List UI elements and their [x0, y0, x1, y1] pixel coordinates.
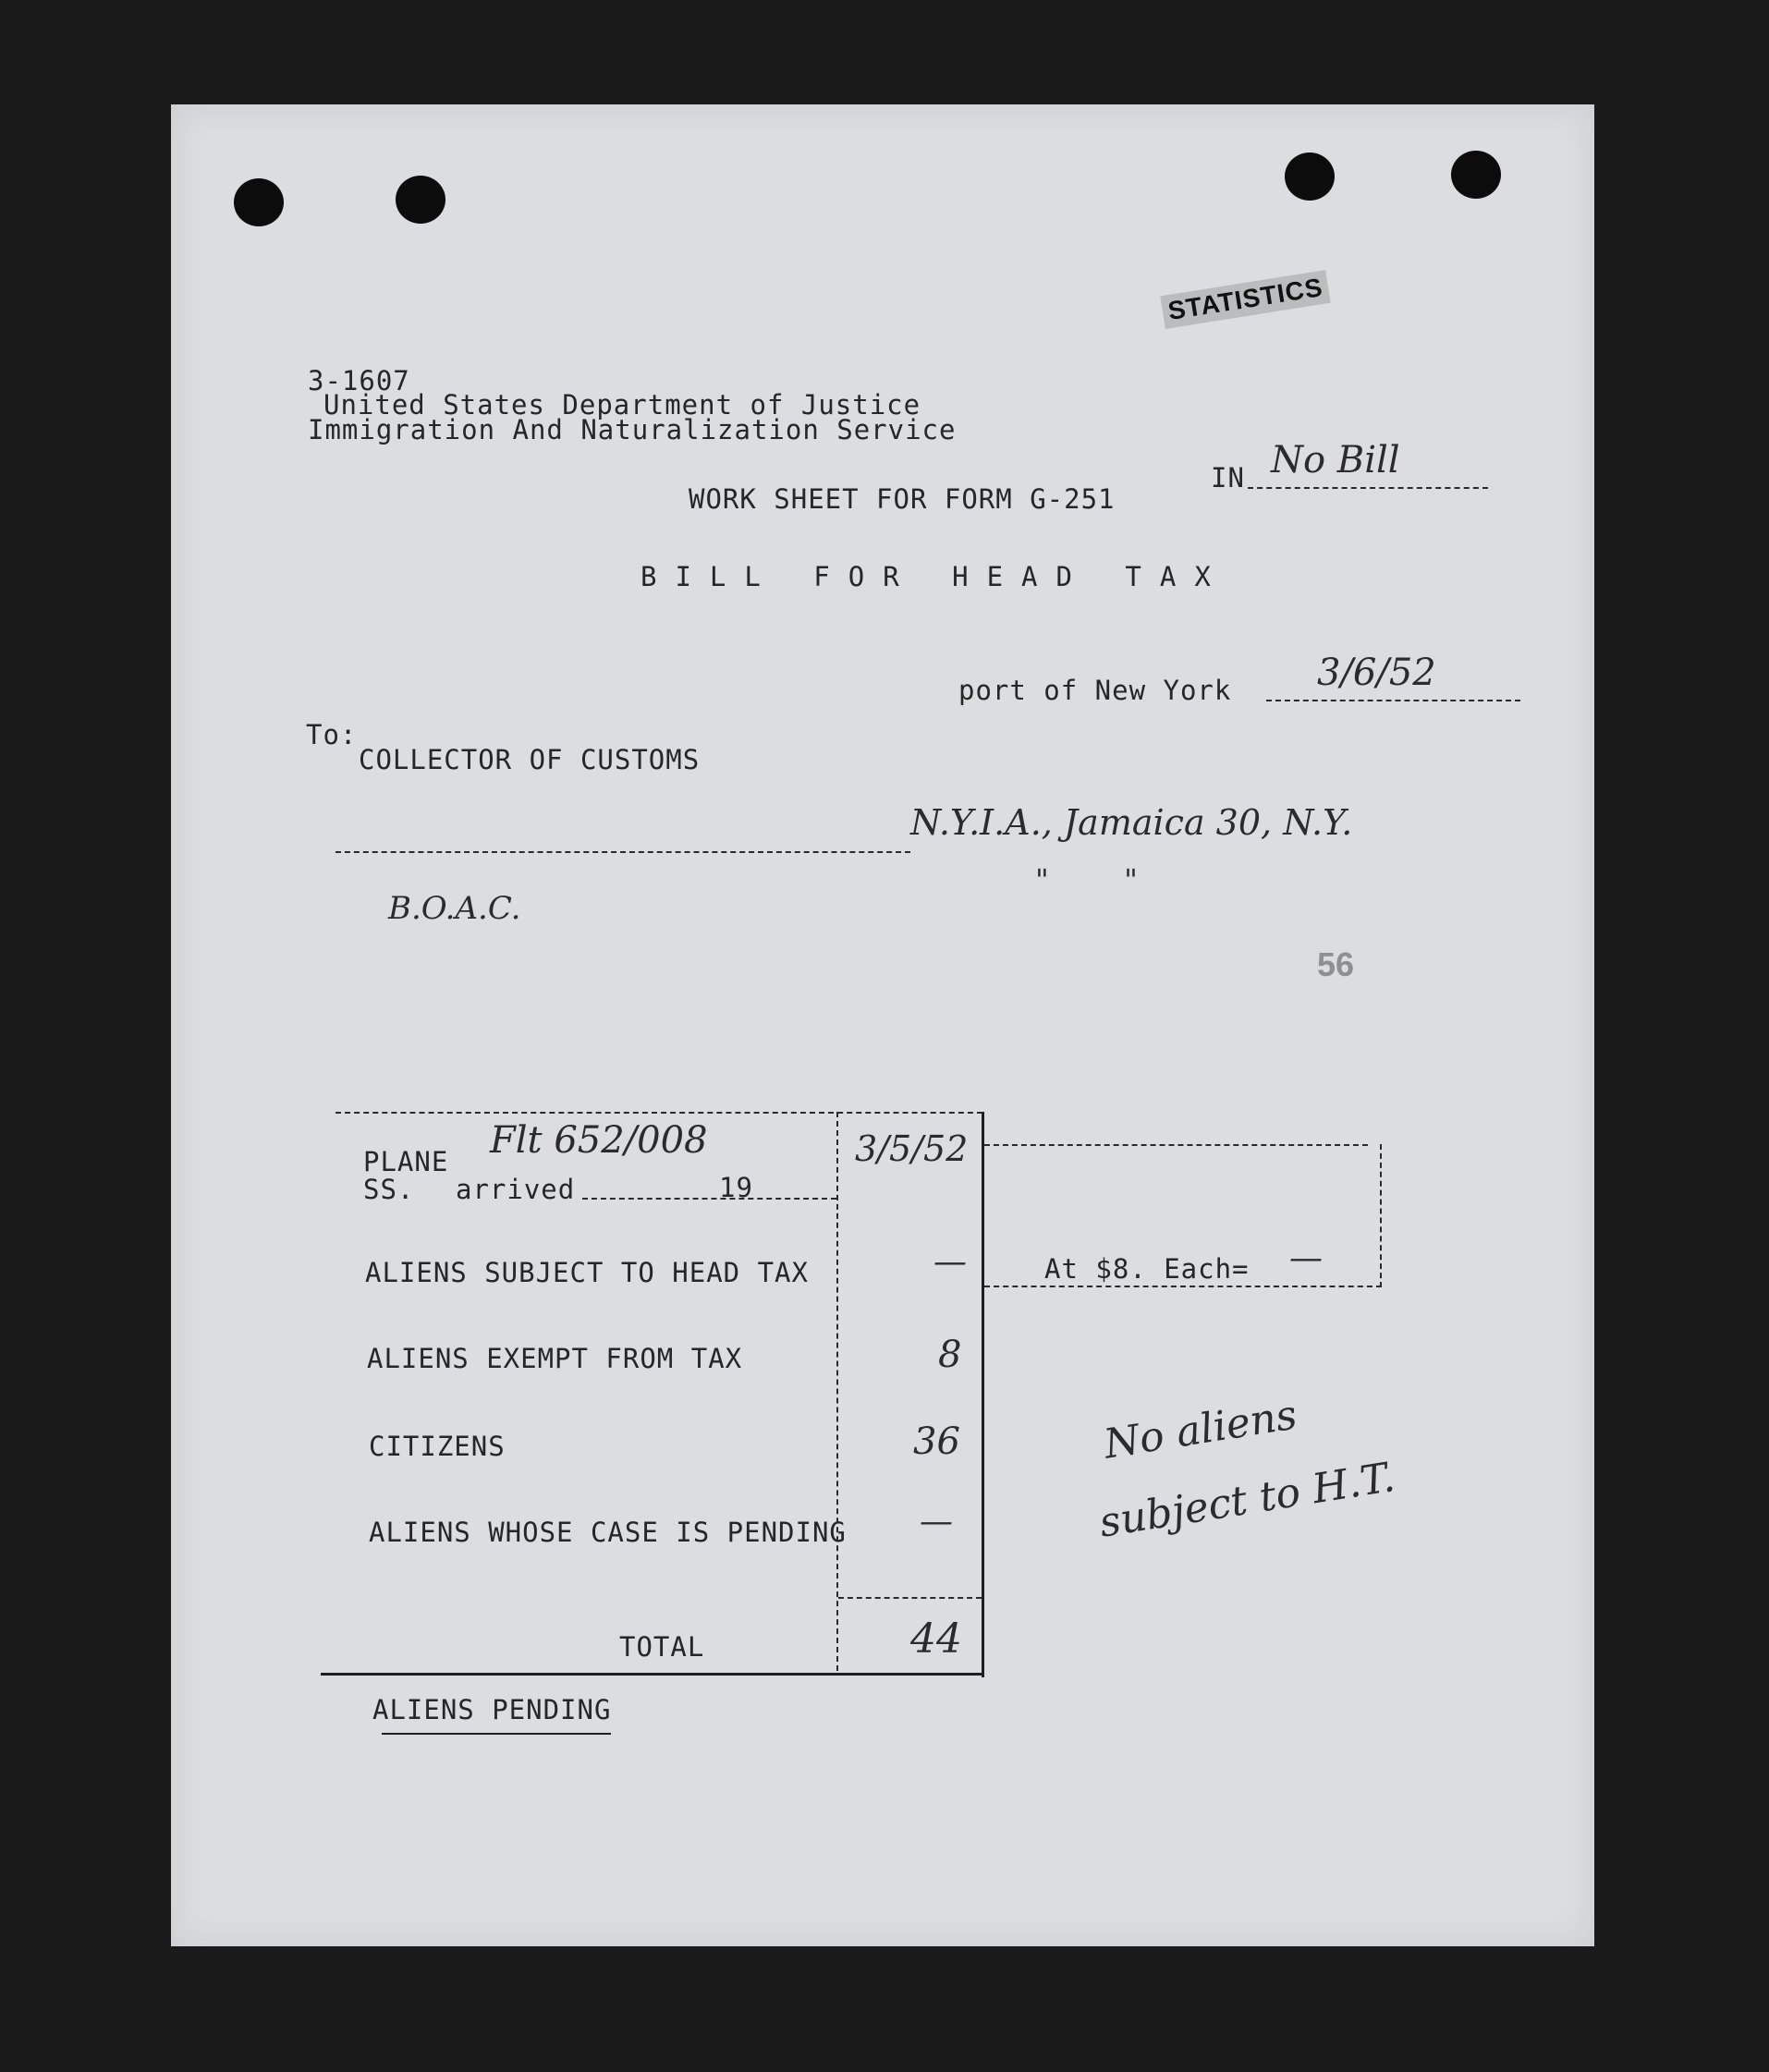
carrier-name: B.O.A.C. — [388, 890, 521, 927]
service-name: Immigration And Naturalization Service — [308, 414, 957, 445]
row-value-pending: — — [920, 1503, 953, 1541]
in-underline — [1248, 487, 1488, 489]
address-ditto: " " — [1035, 862, 1138, 897]
table-total-divider — [838, 1597, 982, 1599]
row-label-citizens: CITIZENS — [369, 1431, 506, 1462]
plane-value: Flt 652/008 — [490, 1119, 708, 1162]
in-value: No Bill — [1271, 439, 1400, 481]
in-label: IN — [1211, 462, 1245, 494]
document-sheet — [171, 104, 1594, 1946]
rate-box-bottom — [984, 1286, 1382, 1287]
arrival-date: 3/5/52 — [855, 1128, 969, 1169]
aliens-pending-label: ALIENS PENDING — [372, 1694, 612, 1725]
aliens-pending-underline — [382, 1733, 611, 1735]
row-label-pending: ALIENS WHOSE CASE IS PENDING — [369, 1517, 847, 1548]
row-label-exempt: ALIENS EXEMPT FROM TAX — [367, 1343, 743, 1374]
punch-hole-3 — [1285, 152, 1335, 201]
note-line-2: subject to H.T. — [1096, 1453, 1398, 1547]
file-number: 3-1607 — [308, 365, 410, 396]
page-number: 56 — [1317, 945, 1355, 983]
port-date-underline — [1266, 700, 1520, 701]
row-value-citizens: 36 — [913, 1420, 960, 1463]
punch-hole-1 — [234, 178, 284, 226]
table-right-rule — [982, 1112, 984, 1677]
address-location: N.Y.I.A., Jamaica 30, N.Y. — [910, 802, 1353, 843]
rate-value: — — [1289, 1239, 1323, 1277]
department-name: United States Department of Justice — [323, 389, 921, 420]
rate-box-top — [984, 1144, 1368, 1146]
to-label: To: — [306, 719, 358, 750]
port-label: port of New York — [958, 675, 1232, 706]
statistics-stamp: STATISTICS — [1160, 270, 1331, 329]
rate-label: At $8. Each= — [1044, 1253, 1250, 1285]
note-line-1: No aliens — [1101, 1391, 1300, 1469]
row-value-exempt: 8 — [938, 1334, 962, 1376]
collector-label: COLLECTOR OF CUSTOMS — [359, 744, 701, 775]
year-prefix: 19 — [719, 1172, 753, 1203]
row-value-subject-to-tax: — — [933, 1243, 967, 1281]
plane-label: PLANE — [363, 1146, 449, 1177]
punch-hole-4 — [1451, 151, 1501, 199]
rate-box-right — [1380, 1144, 1382, 1287]
address-underline — [336, 851, 910, 853]
arrived-label: arrived — [456, 1174, 576, 1205]
total-label: TOTAL — [619, 1631, 705, 1663]
row-label-subject-to-tax: ALIENS SUBJECT TO HEAD TAX — [365, 1257, 809, 1288]
table-bottom-rule — [321, 1673, 984, 1676]
bill-title: BILL FOR HEAD TAX — [640, 561, 1229, 592]
total-value: 44 — [910, 1615, 962, 1663]
punch-hole-2 — [396, 176, 445, 224]
table-divider — [836, 1112, 838, 1671]
arrived-underline — [582, 1198, 836, 1200]
port-date: 3/6/52 — [1317, 652, 1436, 694]
work-sheet-title: WORK SHEET FOR FORM G-251 — [689, 483, 1116, 515]
ss-label: SS. — [363, 1174, 415, 1205]
table-top-rule — [336, 1112, 982, 1114]
